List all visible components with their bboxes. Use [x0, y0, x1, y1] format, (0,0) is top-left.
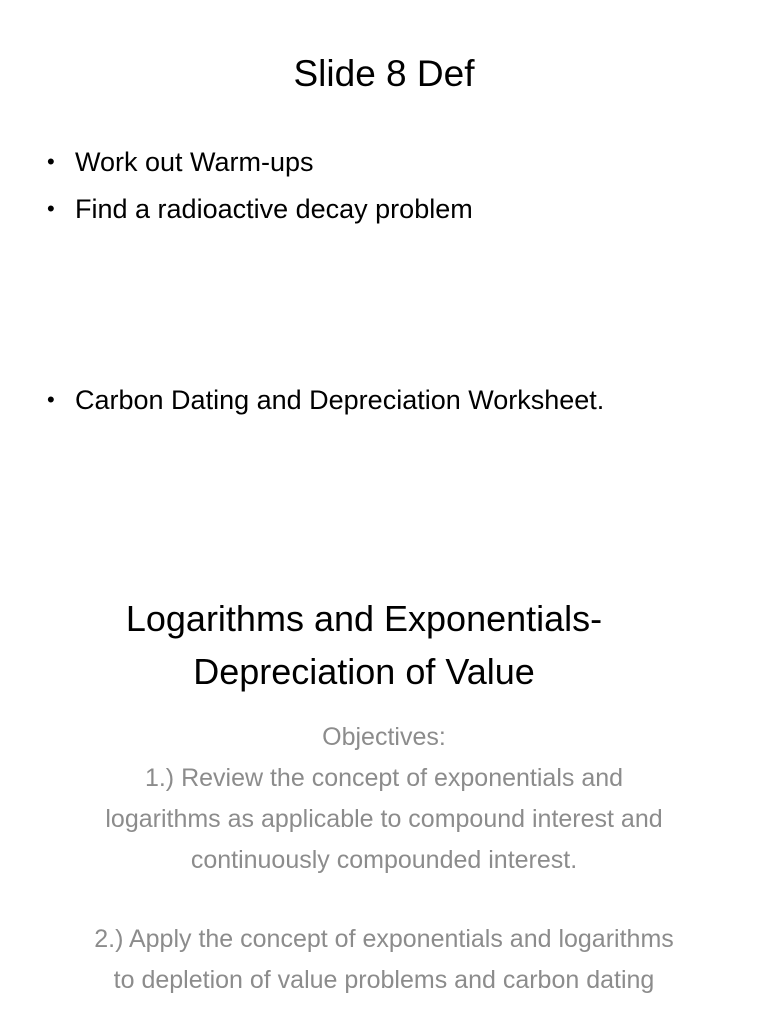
paragraph-spacer: [0, 881, 768, 919]
objective-line: 1.) Review the concept of exponentials and: [144, 764, 624, 792]
objectives-heading: Objectives:: [322, 723, 446, 751]
objective-line: to depletion of value problems and carbon dating: [113, 966, 655, 994]
objectives-block: [0, 717, 768, 1001]
bullet-icon: •: [47, 387, 55, 412]
slide-title: [20, 592, 708, 698]
bullet-item: [47, 145, 314, 179]
bullet-text: Carbon Dating and Depreciation Worksheet.: [75, 385, 605, 415]
objective-line: logarithms as applicable to compound interest and: [105, 805, 663, 833]
bullet-item: [47, 383, 604, 417]
objective-2: [0, 919, 768, 1001]
objective-line: 2.) Apply the concept of exponentials and logarithms: [94, 925, 674, 953]
bullet-text: Work out Warm-ups: [75, 147, 314, 177]
objective-line: continuously compounded interest.: [190, 846, 578, 874]
bullet-text: Find a radioactive decay problem: [75, 194, 473, 224]
objective-1: [0, 758, 768, 881]
bullet-icon: •: [47, 149, 55, 174]
slide-logarithms-depreciation: [0, 512, 768, 1024]
bullet-item: [47, 192, 473, 226]
title-line: Depreciation of Value: [193, 651, 535, 692]
title-line: Logarithms and Exponentials-: [125, 598, 603, 639]
bullet-icon: •: [47, 196, 55, 221]
slide-title: Slide 8 Def: [293, 53, 475, 94]
